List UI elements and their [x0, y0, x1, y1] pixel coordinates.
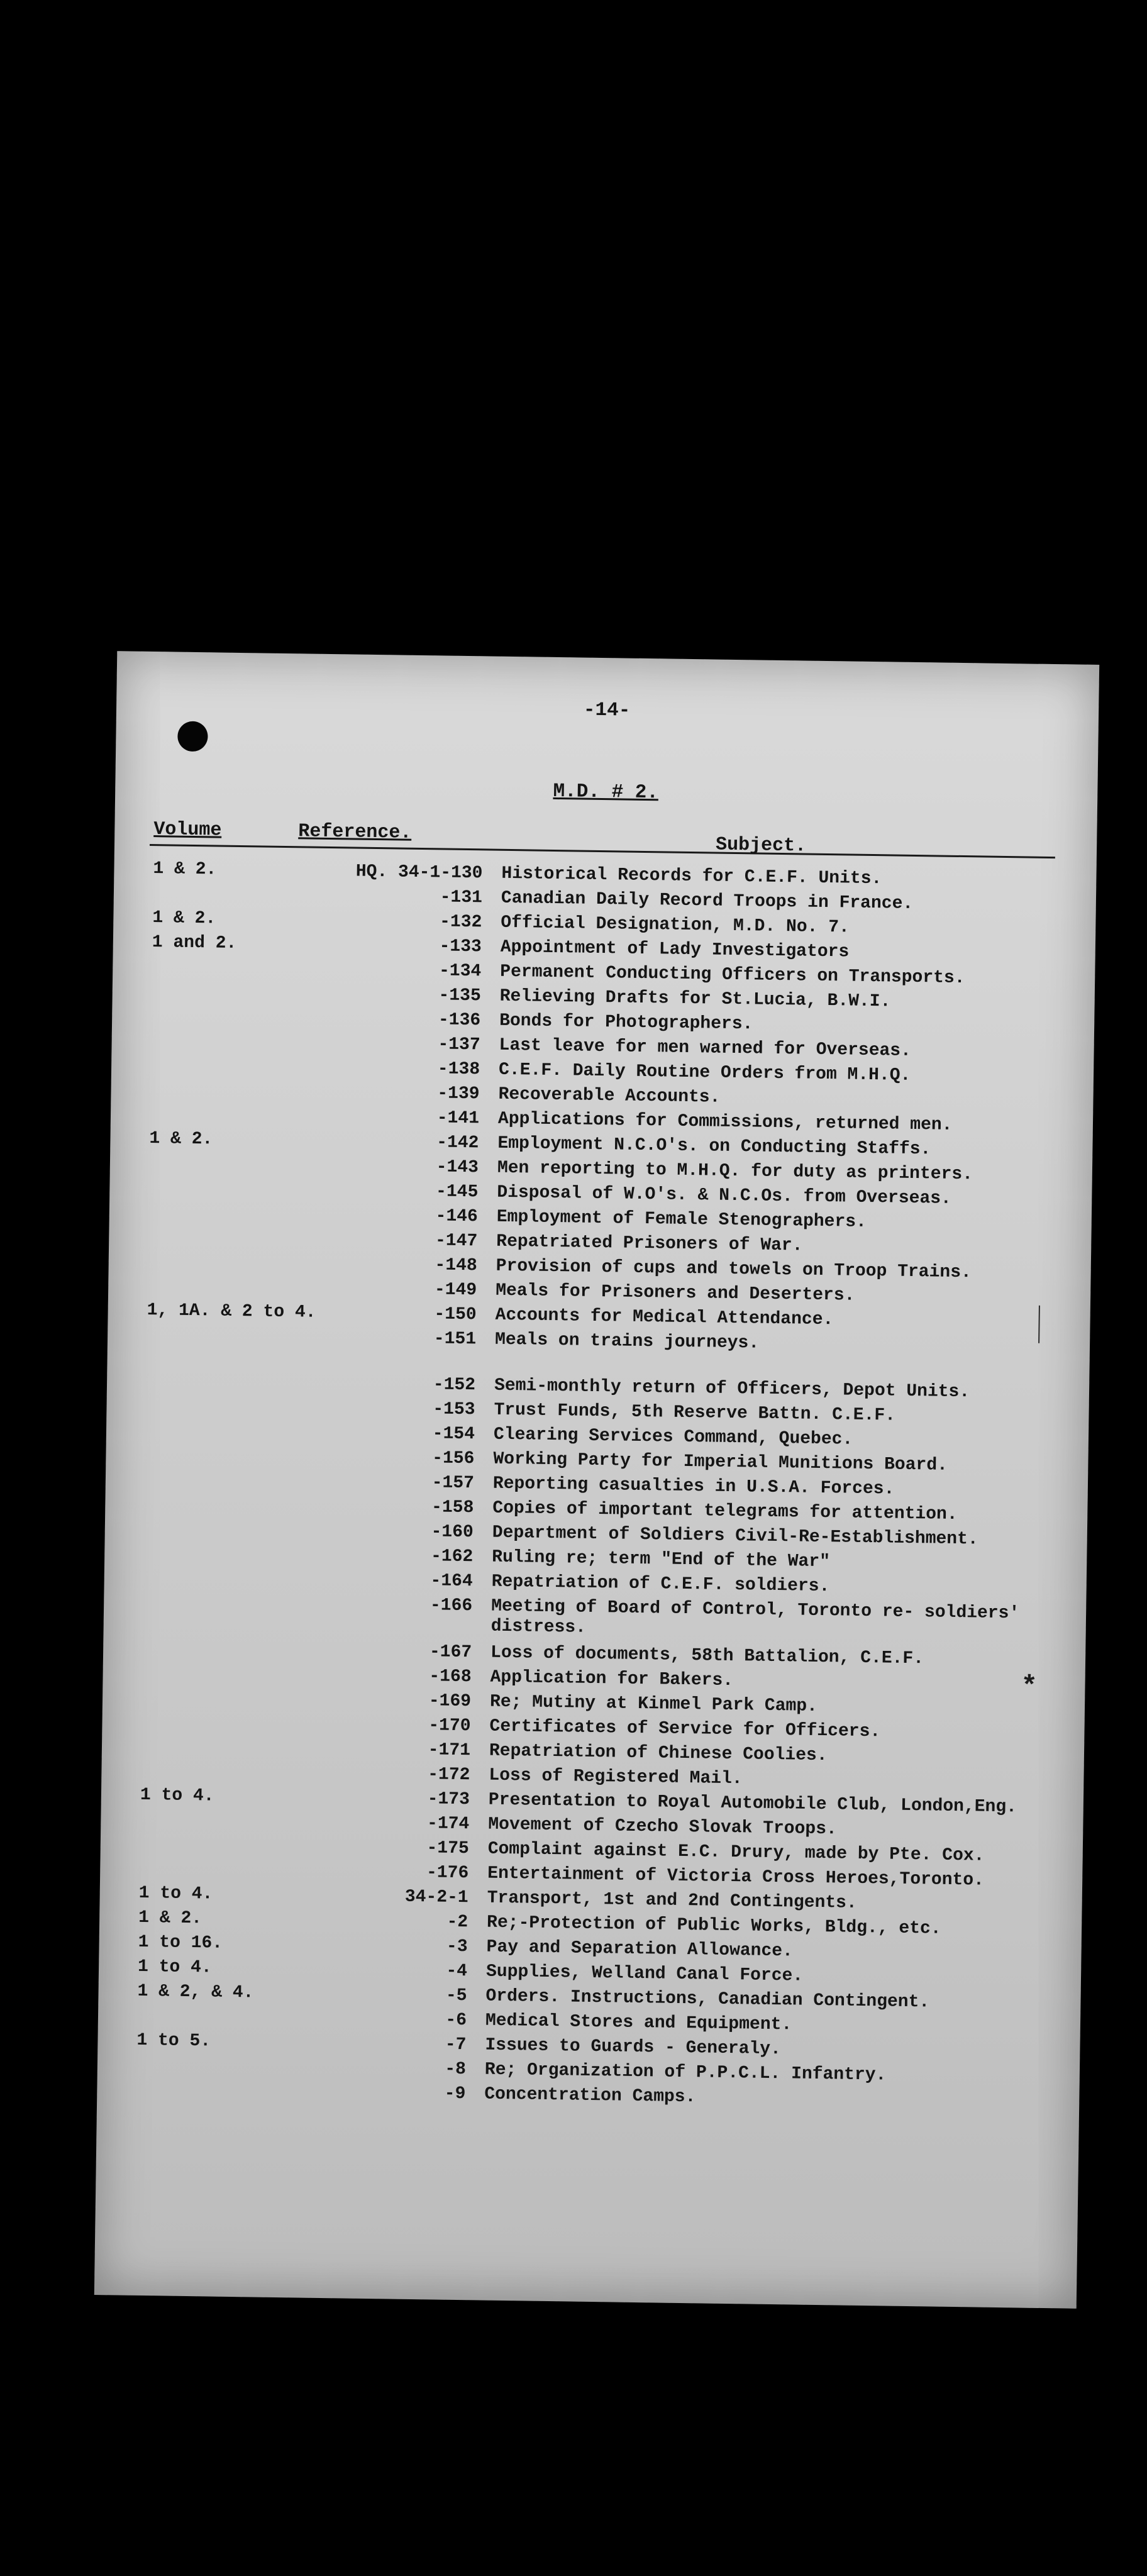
entry-reference: -170	[428, 1716, 471, 1736]
entry-reference: -2	[446, 1912, 468, 1933]
entry-subject: Meals for Prisoners and Deserters.	[495, 1280, 855, 1306]
entry-reference: -171	[428, 1740, 471, 1761]
entry-subject: Application for Bakers.	[490, 1667, 734, 1691]
entry-volume: 1 to 16.	[138, 1932, 223, 1953]
entry-reference: -9	[444, 2084, 466, 2104]
entry-reference: -168	[429, 1667, 472, 1687]
entry-subject: Entertainment of Victoria Cross Heroes,Toronto.	[487, 1863, 985, 1890]
entry-subject: Loss of Registered Mail.	[489, 1765, 743, 1789]
entry-reference: -150	[434, 1304, 477, 1325]
register-entries	[132, 859, 1068, 2117]
entry-reference: -174	[426, 1814, 470, 1835]
entry-reference: -6	[445, 2010, 467, 2031]
entry-reference: -154	[432, 1424, 475, 1445]
entry-reference: -141	[436, 1108, 480, 1129]
entry-reference: -157	[431, 1473, 475, 1494]
entry-subject: Appointment of Lady Investigators	[500, 937, 850, 962]
entry-volume: 1 to 5.	[136, 2030, 211, 2051]
entry-reference: -148	[435, 1255, 477, 1276]
entry-subject: Men reporting to M.H.Q. for duty as printers.	[497, 1158, 973, 1185]
entry-subject: Loss of documents, 58th Battalion, C.E.F.	[490, 1643, 924, 1669]
entry-subject: Ruling re; term "End of the War"	[492, 1547, 831, 1572]
entry-subject: Provision of cups and towels on Troop Trains.	[496, 1256, 972, 1283]
entry-subject: Employment N.C.O's. on Conducting Staffs.	[497, 1133, 931, 1160]
entry-subject: Pay and Separation Allowance.	[486, 1937, 794, 1962]
entry-subject: Clearing Services Command, Quebec.	[493, 1424, 853, 1450]
entry-subject: Issues to Guards - Generaly.	[485, 2035, 782, 2060]
entry-reference: -143	[436, 1157, 479, 1178]
entry-subject: Bonds for Photographers.	[499, 1011, 753, 1035]
entry-reference: -5	[445, 1985, 467, 2006]
punch-hole	[177, 721, 208, 752]
entry-volume: 1 & 2.	[152, 908, 216, 929]
entry-subject: Movement of Czecho Slovak Troops.	[488, 1814, 837, 1840]
entry-subject: Meals on trains journeys.	[494, 1330, 760, 1353]
entry-subject: Disposal of W.O's. & N.C.Os. from Overseas.	[497, 1182, 952, 1209]
entry-reference: -153	[433, 1399, 475, 1420]
document-page	[94, 651, 1099, 2309]
reference-column-header: Reference.	[298, 821, 412, 844]
entry-reference: -147	[435, 1231, 478, 1252]
entry-reference: -176	[426, 1863, 469, 1884]
entry-volume: 1 & 2, & 4.	[137, 1981, 254, 2003]
entry-subject: Supplies, Welland Canal Force.	[485, 1962, 804, 1986]
entry-reference: -169	[428, 1691, 472, 1712]
entry-reference: -7	[445, 2035, 467, 2055]
entry-subject: Repatriation of C.E.F. soldiers.	[491, 1572, 830, 1597]
entry-subject: Official Designation, M.D. No. 7.	[501, 913, 850, 938]
entry-reference: -8	[445, 2059, 467, 2080]
entry-subject: Recoverable Accounts.	[498, 1084, 721, 1108]
entry-reference: -166	[429, 1596, 473, 1616]
entry-subject: Accounts for Medical Attendance.	[495, 1305, 834, 1330]
entry-subject: Permanent Conducting Officers on Transports.	[500, 962, 965, 989]
entry-reference: -3	[446, 1936, 468, 1957]
entry-subject: Re; Organization of P.P.C.L. Infantry.	[484, 2060, 887, 2085]
entry-reference: -145	[435, 1182, 479, 1202]
volume-column-header: Volume	[153, 819, 222, 841]
entry-reference: -160	[431, 1522, 474, 1543]
entry-reference: HQ. 34-1-130	[355, 862, 483, 884]
entry-volume: 1 and 2.	[152, 933, 237, 953]
entry-subject: Concentration Camps.	[484, 2084, 696, 2107]
entry-reference: -152	[433, 1375, 476, 1396]
entry-subject: Meeting of Board of Control, Toronto re- soldiers' distress.	[490, 1596, 1020, 1638]
entry-reference: -172	[427, 1765, 470, 1785]
entry-reference: -162	[430, 1546, 474, 1567]
column-header-row	[150, 815, 1056, 858]
entry-volume: 1 & 2.	[149, 1129, 213, 1150]
entry-subject: Re; Mutiny at Kinmel Park Camp.	[489, 1692, 818, 1716]
page-number: -14-	[583, 699, 631, 722]
entry-volume: 1 to 4.	[137, 1957, 212, 1978]
entry-volume: 1 to 4.	[138, 1883, 213, 1904]
entry-subject: Trust Funds, 5th Reserve Battn. C.E.F.	[494, 1400, 896, 1426]
entry-reference: -158	[431, 1497, 474, 1518]
subject-column-header: Subject.	[715, 834, 807, 857]
entry-reference: -164	[430, 1571, 473, 1592]
entry-subject: Re;-Protection of Public Works, Bldg., etc.	[486, 1913, 941, 1939]
entry-subject: Applications for Commissions, returned men.	[497, 1109, 953, 1135]
entry-volume: 1 to 4.	[140, 1785, 214, 1806]
entry-subject: Repatriated Prisoners of War.	[496, 1231, 803, 1256]
entry-subject: Certificates of Service for Officers.	[489, 1716, 881, 1742]
entry-subject: C.E.F. Daily Routine Orders from M.H.Q.	[498, 1060, 911, 1085]
entry-reference: -136	[438, 1010, 481, 1031]
entry-subject: Relieving Drafts for St.Lucia, B.W.I.	[499, 986, 891, 1012]
entry-subject: Historical Records for C.E.F. Units.	[501, 863, 882, 889]
margin-asterisk-mark: *	[1021, 1671, 1038, 1703]
entry-reference: -138	[437, 1059, 480, 1080]
entry-reference: -134	[438, 961, 482, 982]
entry-subject: Repatriation of Chinese Coolies.	[489, 1741, 828, 1766]
entry-volume: 1 & 2.	[138, 1907, 202, 1929]
entry-subject: Complaint against E.C. Drury, made by Pte. Cox.	[487, 1839, 985, 1866]
entry-subject: Department of Soldiers Civil-Re-Establishment.	[492, 1523, 978, 1550]
entry-reference: -149	[434, 1280, 477, 1301]
district-heading: M.D. # 2.	[553, 780, 659, 804]
entry-volume: 1 & 2.	[153, 859, 217, 880]
entry-subject: Medical Stores and Equipment.	[485, 2011, 792, 2035]
entry-subject: Canadian Daily Record Troops in France.	[501, 888, 914, 914]
entry-reference: -137	[438, 1035, 480, 1055]
entry-volume: 1, 1A. & 2 to 4.	[147, 1300, 316, 1323]
entry-subject: Reporting casualties in U.S.A. Forces.	[492, 1474, 895, 1499]
entry-subject: Last leave for men warned for Overseas.	[499, 1035, 912, 1061]
entry-subject: Orders. Instructions, Canadian Contingent.	[485, 1986, 930, 2012]
entry-subject: Working Party for Imperial Munitions Board.	[493, 1449, 948, 1475]
entry-reference: -135	[438, 985, 481, 1006]
entry-reference: -173	[427, 1789, 470, 1810]
entry-reference: -146	[435, 1206, 479, 1227]
entry-reference: -131	[440, 887, 483, 908]
entry-reference: -139	[437, 1084, 480, 1104]
entry-reference: -175	[426, 1838, 470, 1859]
entry-subject: Presentation to Royal Automobile Club, London,Eng.	[488, 1790, 1017, 1818]
entry-subject: Employment of Female Stenographers.	[496, 1207, 867, 1232]
entry-subject: Semi-monthly return of Officers, Depot Units.	[494, 1375, 970, 1402]
entry-reference: -167	[429, 1642, 472, 1663]
entry-reference: -156	[432, 1448, 475, 1469]
entry-reference: 34-2-1	[404, 1887, 468, 1908]
entry-subject: Copies of important telegrams for attention.	[492, 1498, 958, 1525]
entry-subject: Transport, 1st and 2nd Contingents.	[487, 1888, 857, 1913]
entry-volume	[146, 1371, 284, 1373]
entry-reference: -4	[446, 1961, 468, 1982]
entry-reference: -132	[439, 912, 482, 933]
entry-reference: -151	[433, 1329, 477, 1350]
entry-reference: -142	[436, 1133, 479, 1153]
entry-reference: -133	[439, 936, 482, 957]
